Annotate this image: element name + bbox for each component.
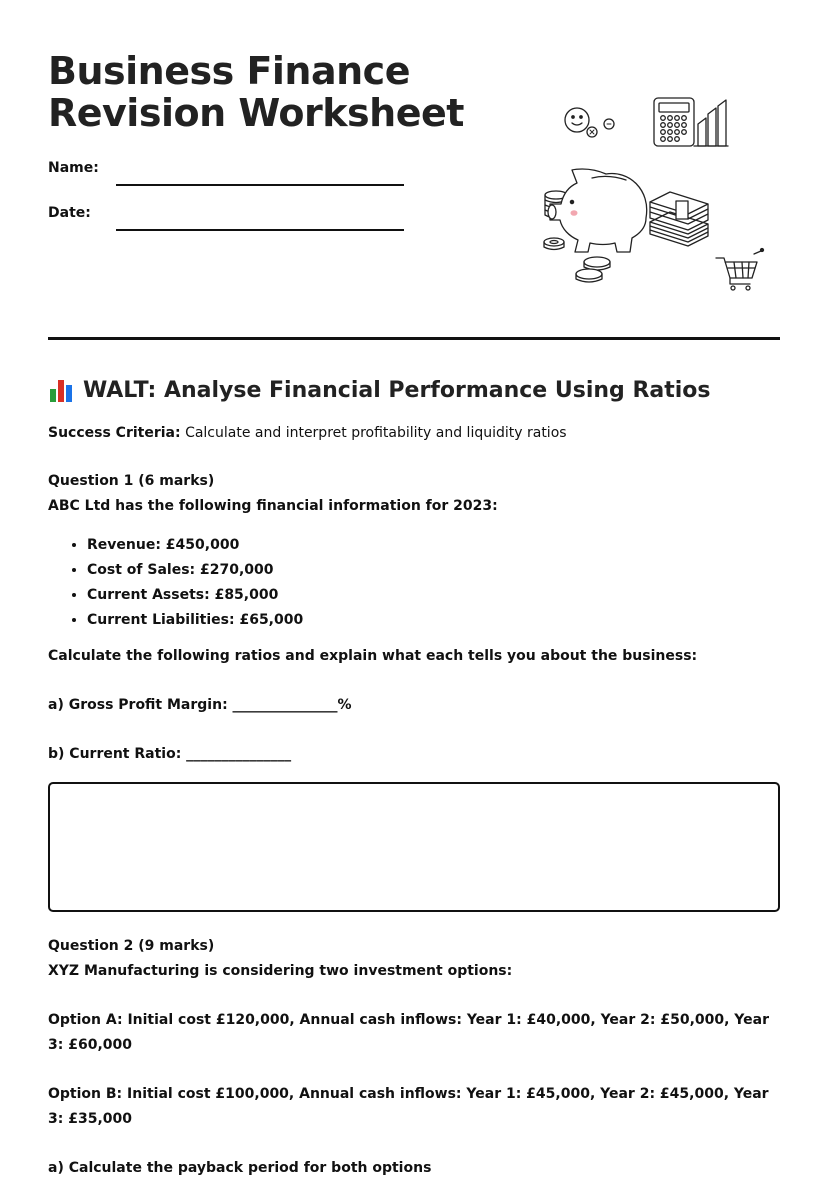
- gross-profit-margin-prompt: a) Gross Profit Margin: _______________%: [48, 697, 352, 713]
- question-2-intro: XYZ Manufacturing is considering two investment options:: [48, 963, 513, 979]
- success-criteria-text: Calculate and interpret profitability and liquidity ratios: [185, 425, 567, 441]
- finance-illustration-icon: [538, 94, 768, 294]
- bar-chart-icon: [694, 100, 728, 146]
- coin-icon: [544, 238, 564, 250]
- question-2-part-a: a) Calculate the payback period for both options: [48, 1160, 432, 1176]
- current-ratio-prompt: b) Current Ratio: _______________: [48, 746, 292, 762]
- name-label: Name:: [48, 160, 99, 176]
- name-field[interactable]: [48, 160, 404, 190]
- list-item: • Revenue: £450,000: [87, 533, 780, 558]
- list-item: • Current Liabilities: £65,000: [87, 608, 780, 633]
- option-b-text: Option B: Initial cost £100,000, Annual cash inflows: Year 1: £45,000, Year 2: £45,000, Year 3: £35,000: [48, 1086, 769, 1127]
- worksheet-page: [48, 0, 780, 1176]
- worksheet-header: [48, 50, 780, 300]
- coin-pile-icon: [576, 257, 610, 282]
- walt-text: WALT: Analyse Financial Performance Using Ratios: [83, 377, 711, 403]
- smiley-coin-icon: [565, 108, 589, 132]
- bar-chart-icon: [48, 377, 74, 403]
- financial-info-list: [48, 533, 780, 633]
- section-divider: [48, 337, 780, 340]
- shopping-cart-icon: [716, 249, 764, 291]
- success-criteria-label: Success Criteria:: [48, 425, 181, 441]
- cash-bundle-icon: [650, 192, 708, 246]
- success-criteria: [48, 425, 567, 441]
- date-label: Date:: [48, 205, 91, 221]
- list-item: • Cost of Sales: £270,000: [87, 558, 780, 583]
- option-a-text: Option A: Initial cost £120,000, Annual cash inflows: Year 1: £40,000, Year 2: £50,000, Year 3: £60,000: [48, 1012, 770, 1053]
- question-1: [48, 469, 780, 633]
- question-1-intro: ABC Ltd has the following financial information for 2023:: [48, 498, 498, 514]
- title-line-1: Business Finance: [48, 49, 410, 93]
- name-line[interactable]: [116, 184, 404, 186]
- date-line[interactable]: [116, 229, 404, 231]
- walt-heading: [48, 374, 780, 406]
- question-2: [48, 934, 780, 1181]
- question-1-heading: Question 1 (6 marks): [48, 473, 215, 489]
- question-1-instruction: Calculate the following ratios and explain what each tells you about the business:: [48, 648, 698, 664]
- list-item: • Current Assets: £85,000: [87, 583, 780, 608]
- date-field[interactable]: [48, 205, 404, 235]
- question-2-heading: Question 2 (9 marks): [48, 938, 215, 954]
- title-line-2: Revision Worksheet: [48, 91, 464, 135]
- calculator-icon: [654, 98, 694, 146]
- answer-box[interactable]: [48, 782, 780, 912]
- small-coin-icon: [587, 119, 614, 137]
